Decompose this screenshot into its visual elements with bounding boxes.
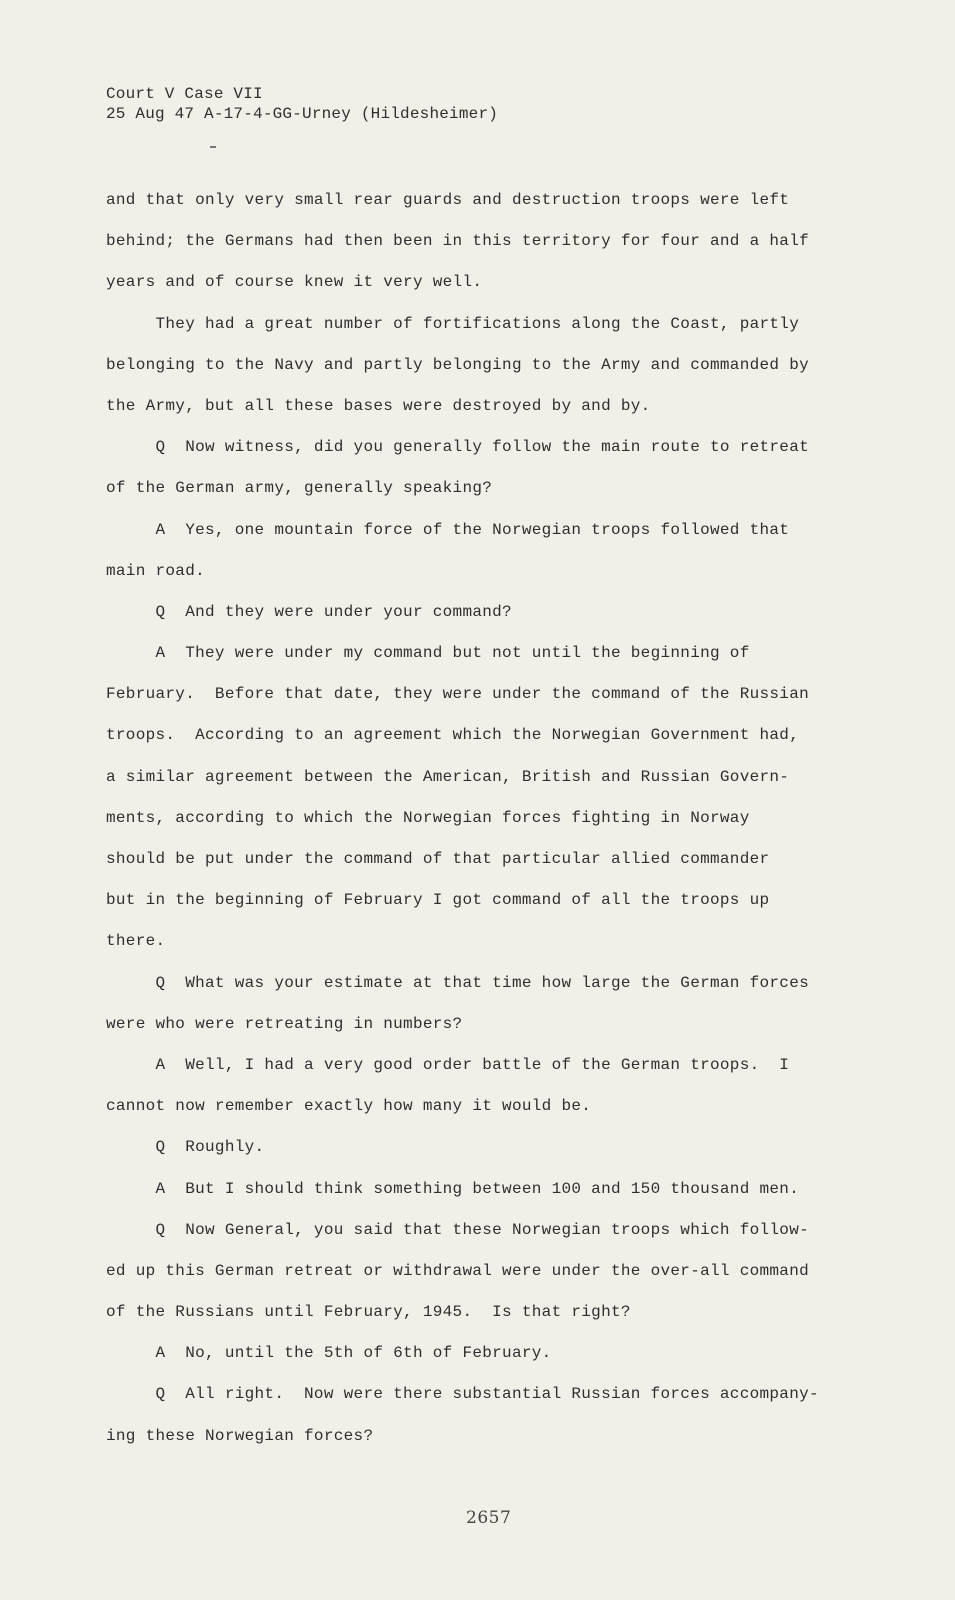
transcript-line: ed up this German retreat or withdrawal were under the over-all command xyxy=(106,1261,810,1280)
transcript-line: behind; the Germans had then been in this territory for four and a half xyxy=(106,232,810,251)
transcript-line: ing these Norwegian forces? xyxy=(106,1426,374,1445)
stray-mark xyxy=(210,146,216,148)
transcript-line: were who were retreating in numbers? xyxy=(106,1014,463,1033)
transcript-line: Q Now witness, did you generally follow the main route to retreat xyxy=(106,438,810,457)
transcript-line: and that only very small rear guards and destruction troops were left xyxy=(106,191,790,209)
transcript-line: Q Now General, you said that these Norwegian troops which follow- xyxy=(106,1220,810,1239)
transcript-line: Q All right. Now were there substantial Russian forces accompany- xyxy=(106,1385,819,1404)
transcript-line: They had a great number of fortifications along the Coast, partly xyxy=(106,314,800,333)
transcript-line: A Well, I had a very good order battle of the German troops. I xyxy=(106,1055,790,1074)
transcript-line: Q What was your estimate at that time how large the German forces xyxy=(106,973,810,992)
transcript-line: ments, according to which the Norwegian forces fighting in Norway xyxy=(106,808,750,827)
transcript-line: a similar agreement between the American, British and Russian Govern- xyxy=(106,767,790,786)
transcript-line: cannot now remember exactly how many it would be. xyxy=(106,1097,592,1116)
transcript-line: February. Before that date, they were under the command of the Russian xyxy=(106,685,810,704)
transcript-line: A No, until the 5th of 6th of February. xyxy=(106,1344,552,1363)
transcript-line: belonging to the Navy and partly belonging to the Army and commanded by xyxy=(106,355,810,374)
document-header xyxy=(106,84,498,124)
transcript-line: years and of course knew it very well. xyxy=(106,273,483,292)
transcript-line: A But I should think something between 100 and 150 thousand men. xyxy=(106,1179,800,1198)
transcript-line: A Yes, one mountain force of the Norwegian troops followed that xyxy=(106,520,790,539)
page-number: 2657 xyxy=(466,1508,512,1528)
header-court-case: Court V Case VII xyxy=(106,85,263,103)
transcript-line: should be put under the command of that particular allied commander xyxy=(106,850,770,868)
transcript-line: there. xyxy=(106,932,166,951)
transcript-line: main road. xyxy=(106,561,206,580)
transcript-line: A They were under my command but not until the beginning of xyxy=(106,644,750,663)
header-date-reference: 25 Aug 47 A-17-4-GG-Urney (Hildesheimer) xyxy=(106,105,499,123)
transcript-line: of the German army, generally speaking? xyxy=(106,479,493,498)
transcript-line: but in the beginning of February I got command of all the troops up xyxy=(106,891,770,910)
transcript-line: Q Roughly. xyxy=(106,1138,265,1157)
transcript-line: of the Russians until February, 1945. Is that right? xyxy=(106,1303,631,1322)
transcript-line: the Army, but all these bases were destroyed by and by. xyxy=(106,396,651,415)
transcript-line: troops. According to an agreement which the Norwegian Government had, xyxy=(106,726,800,745)
transcript-body xyxy=(106,180,836,1457)
transcript-line: Q And they were under your command? xyxy=(106,602,512,621)
